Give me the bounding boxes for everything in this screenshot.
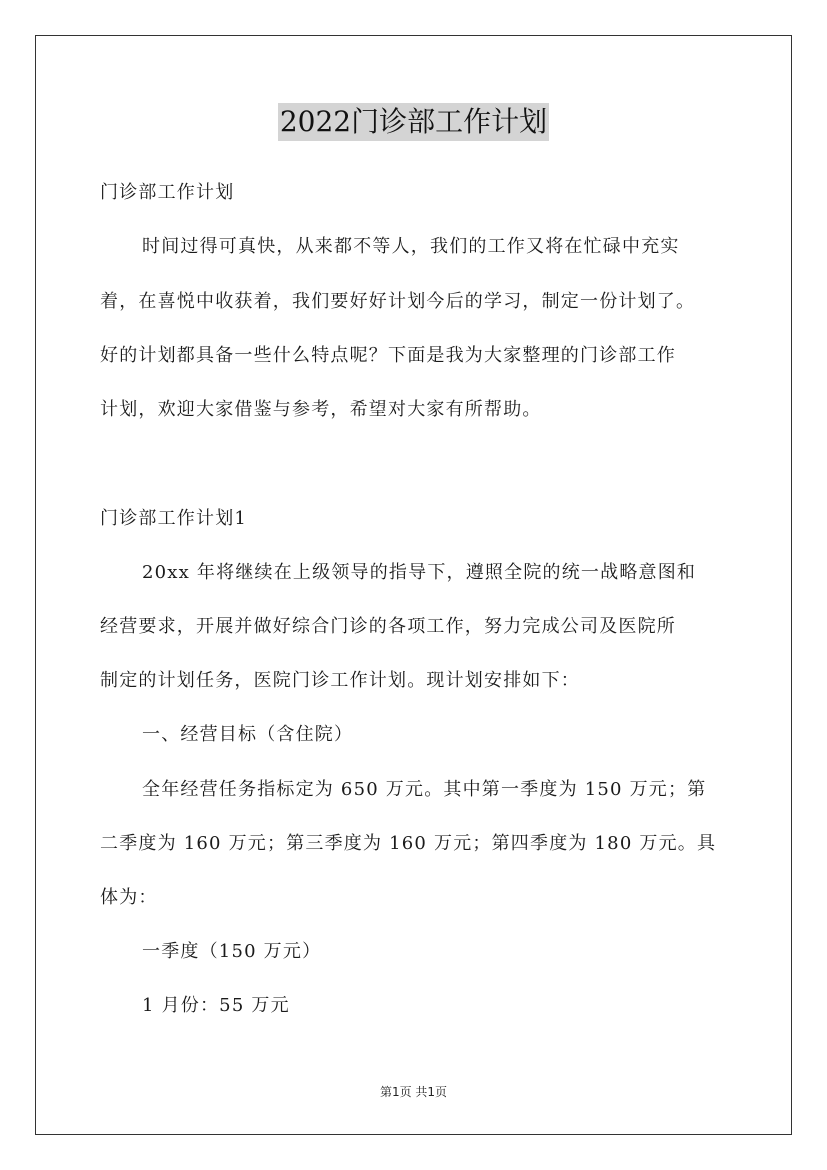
body-line-jan: 1 月份：55 万元 [142, 995, 290, 1016]
subtitle: 门诊部工作计划 [100, 182, 235, 203]
body-line-q1: 一季度（150 万元） [142, 941, 322, 962]
section-heading: 门诊部工作计划1 [100, 508, 248, 529]
title-container [0, 103, 827, 141]
body-heading-goal: 一、经营目标（含住院） [142, 724, 354, 745]
intro-line-2: 着，在喜悦中收获着，我们要好好计划今后的学习，制定一份计划了。 [100, 291, 696, 312]
intro-line-4: 计划，欢迎大家借鉴与参考，希望对大家有所帮助。 [100, 399, 542, 420]
body-line-7: 体为： [100, 887, 158, 908]
intro-line-1: 时间过得可真快，从来都不等人，我们的工作又将在忙碌中充实 [142, 236, 680, 257]
intro-line-3: 好的计划都具备一些什么特点呢？下面是我为大家整理的门诊部工作 [100, 345, 676, 366]
document-title: 2022门诊部工作计划 [278, 103, 549, 141]
body-line-3: 制定的计划任务，医院门诊工作计划。现计划安排如下： [100, 670, 580, 691]
body-line-2: 经营要求，开展并做好综合门诊的各项工作，努力完成公司及医院所 [100, 616, 676, 637]
page-number: 第1页 共1页 [379, 1085, 448, 1099]
body-line-1: 20xx 年将继续在上级领导的指导下，遵照全院的统一战略意图和 [142, 562, 697, 583]
body-line-5: 全年经营任务指标定为 650 万元。其中第一季度为 150 万元；第 [142, 779, 707, 800]
body-line-6: 二季度为 160 万元；第三季度为 160 万元；第四季度为 180 万元。具 [100, 833, 717, 854]
